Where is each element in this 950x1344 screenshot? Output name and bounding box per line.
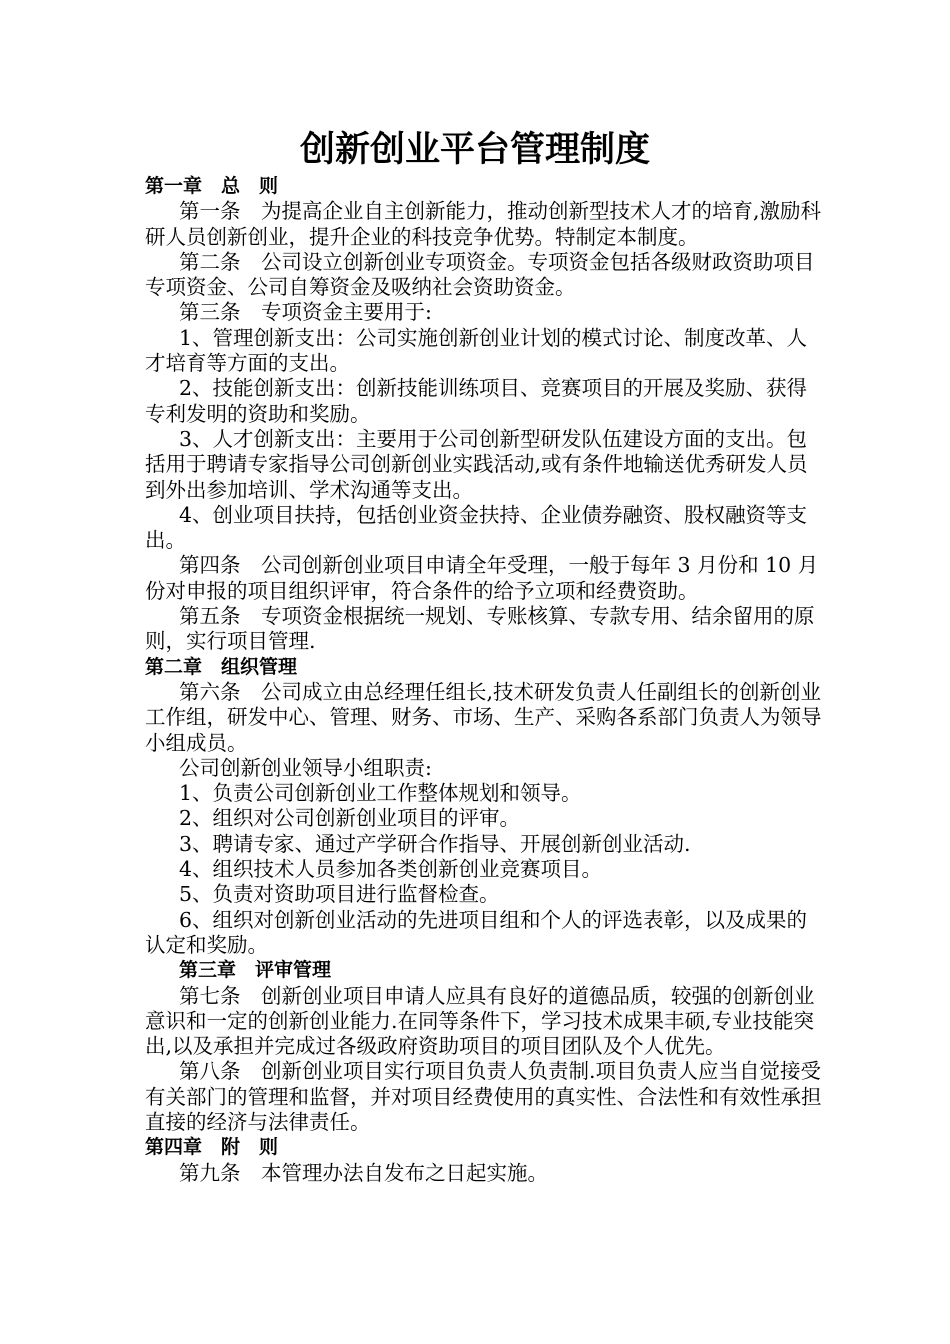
article-paragraph: 第五条 专项资金根据统一规划、专账核算、专款专用、结余留用的原则，实行项目管理. [145, 604, 815, 654]
list-item: 2、技能创新支出：创新技能训练项目、竞赛项目的开展及奖励、获得专利发明的资助和奖励。 [145, 376, 808, 426]
article-paragraph: 第四条 公司创新创业项目申请全年受理，一般于每年 3 月份和 10 月份对申报的项目组织评审，符合条件的给予立项和经费资助。 [145, 553, 819, 603]
document-body [145, 174, 825, 1186]
article-paragraph: 第八条 创新创业项目实行项目负责人负责制.项目负责人应当自觉接受有关部门的管理和监督，并对项目经费使用的真实性、合法性和有效性承担直接的经济与法律责任。 [145, 1059, 822, 1134]
chapter-heading: 第二章 组织管理 [145, 655, 298, 678]
chapter-heading: 第三章 评审管理 [179, 959, 332, 982]
list-item: 1、负责公司创新创业工作整体规划和领导。 [179, 781, 582, 806]
article-paragraph: 第六条 公司成立由总经理任组长,技术研发负责人任副组长的创新创业工作组，研发中心、管理、财务、市场、生产、采购各系部门负责人为领导小组成员。 [145, 679, 822, 755]
document-title: 创新创业平台管理制度 [299, 130, 650, 170]
chapter-heading: 第四章 附 则 [145, 1136, 279, 1159]
list-item: 4、组织技术人员参加各类创新创业竞赛项目。 [179, 857, 603, 882]
list-item: 4、创业项目扶持，包括创业资金扶持、企业债券融资、股权融资等支出。 [145, 502, 808, 553]
chapter-heading: 第一章 总 则 [145, 175, 279, 197]
article-paragraph: 公司创新创业领导小组职责: [179, 755, 432, 780]
article-paragraph: 第二条 公司设立创新创业专项资金。专项资金包括各级财政资助项目专项资金、公司自筹资金及吸纳社会资助资金。 [145, 249, 815, 300]
list-item: 1、管理创新支出：公司实施创新创业计划的模式讨论、制度改革、人才培育等方面的支出。 [145, 325, 808, 376]
article-paragraph: 第一条 为提高企业自主创新能力，推动创新型技术人才的培育,激励科研人员创新创业，提升企业的科技竞争优势。特制定本制度。 [145, 199, 822, 249]
list-item: 6、组织对创新创业活动的先进项目组和个人的评选表彰，以及成果的认定和奖励。 [145, 907, 808, 957]
list-item: 3、聘请专家、通过产学研合作指导、开展创新创业活动. [179, 831, 691, 856]
list-item: 2、组织对公司创新创业项目的评审。 [179, 806, 521, 831]
list-item: 5、负责对资助项目进行监督检查。 [179, 882, 500, 907]
list-item: 3、人才创新支出：主要用于公司创新型研发队伍建设方面的支出。包括用于聘请专家指导公司创新创业实践活动,或有条件地输送优秀研发人员到外出参加培训、学术沟通等支出。 [145, 426, 808, 502]
article-paragraph: 第九条 本管理办法自发布之日起实施。 [179, 1160, 548, 1185]
article-paragraph: 第七条 创新创业项目申请人应具有良好的道德品质，较强的创新创业意识和一定的创新创业能力.在同等条件下，学习技术成果丰硕,专业技能突出,以及承担并完成过各级政府资助项目的项目团队及个人优先。 [145, 983, 815, 1059]
article-paragraph: 第三条 专项资金主要用于: [179, 300, 432, 325]
